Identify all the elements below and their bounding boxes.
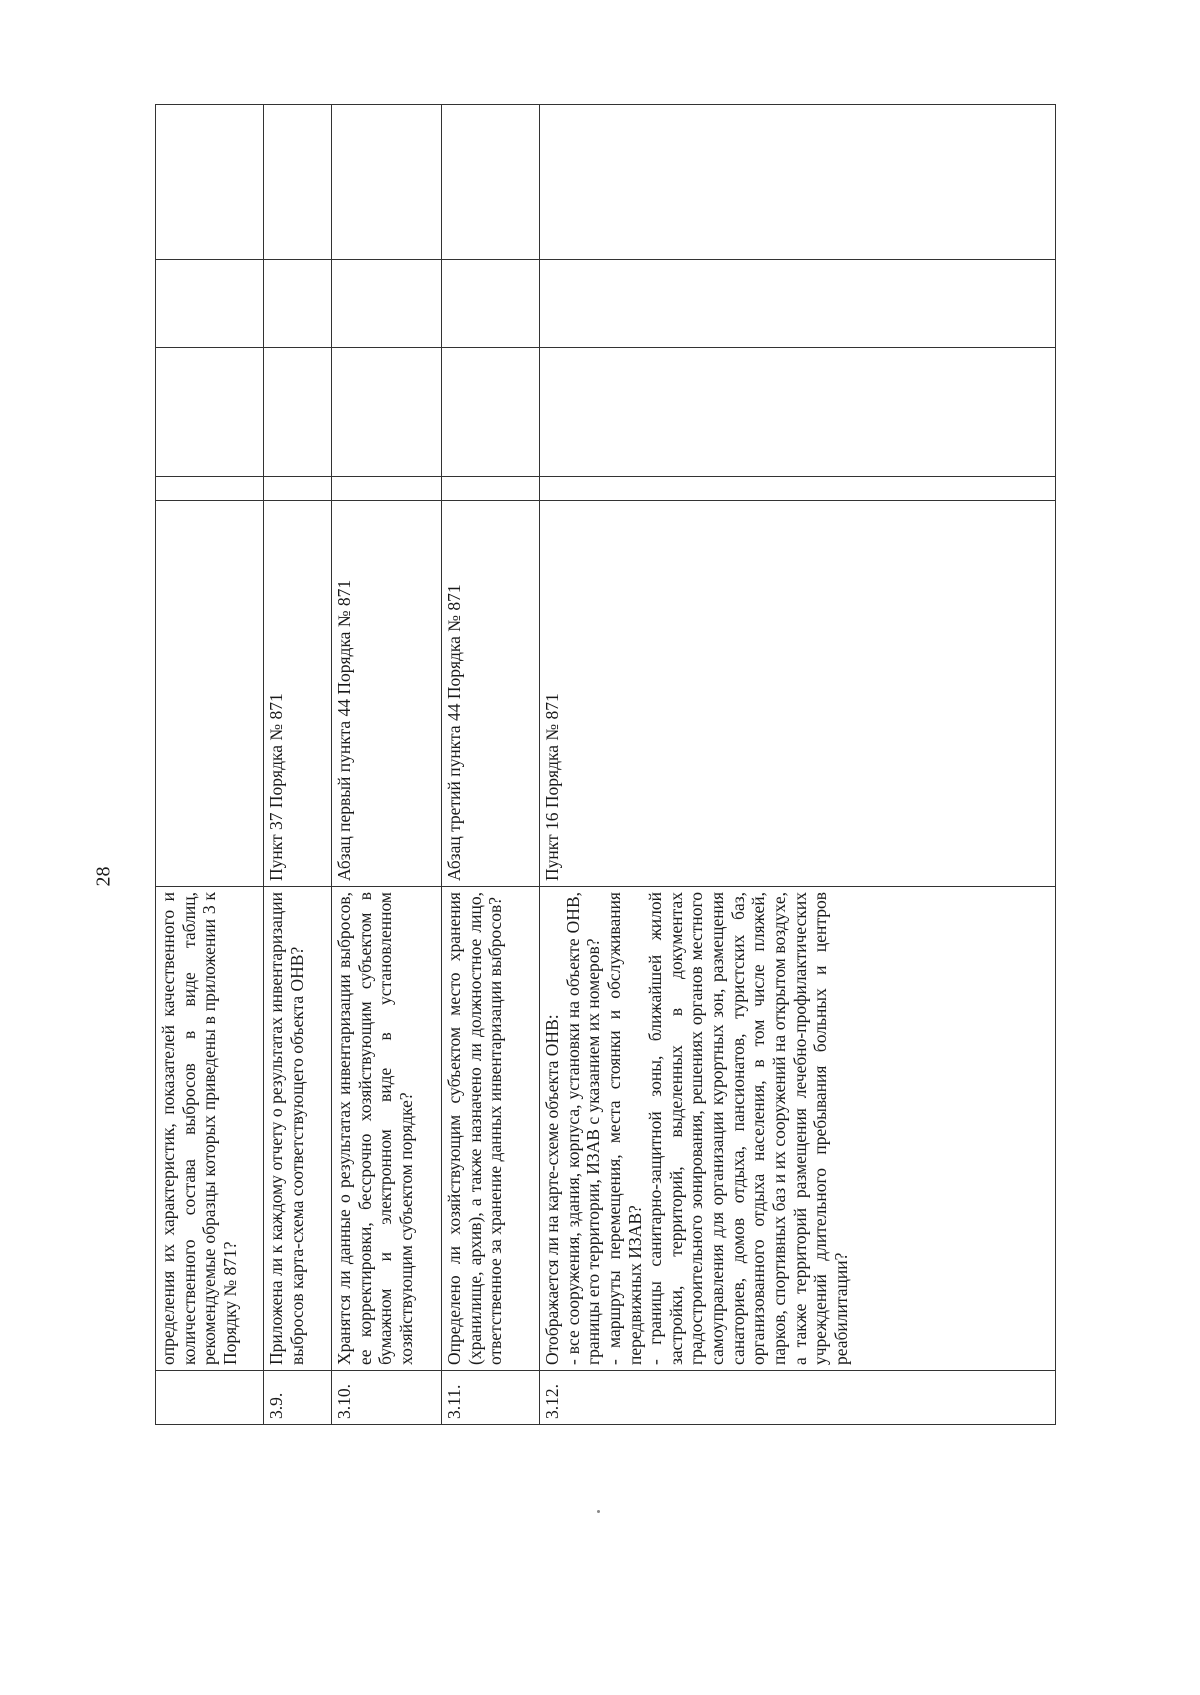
reference-text: Абзац первый пункта 44 Порядка № 871 (332, 501, 442, 887)
empty-cell (332, 348, 442, 477)
reference-text: Абзац третий пункта 44 Порядка № 871 (442, 501, 540, 887)
table-row (442, 105, 540, 1425)
reference-text: Пункт 16 Порядка № 871 (540, 501, 1056, 887)
rotated-table-area (155, 105, 1055, 1425)
table-row (264, 105, 332, 1425)
question-item: - границы санитарно-защитной зоны, ближайшей жилой застройки, территорий, выделенных в документах градостроительного зонирования, решениях органов местного самоуправления для организации курортных зон, размещения санаториев, домов отдыха, пансионатов, туристских баз, организованного отдыха населения, в том числе пляжей, парков, спортивных баз и их сооружений на открытом воздухе, а также территорий размещения лечебно-профилактических учреждений длительного пребывания больных и центров реабилитации? (645, 892, 851, 1365)
row-number: 3.10. (332, 1371, 442, 1425)
table-row (540, 105, 1056, 1425)
empty-cell (540, 260, 1056, 348)
checklist-table (155, 104, 1056, 1425)
scan-speck (597, 1510, 600, 1513)
empty-cell (442, 105, 540, 260)
question-text: Приложена ли к каждому отчету о результатах инвентаризации выбросов карта-схема соответствующего объекта ОНВ? (264, 887, 332, 1371)
question-item: - все сооружения, здания, корпуса, установки на объекте ОНВ, границы его территории, ИЗАВ с указанием их номеров? (562, 892, 604, 1365)
empty-cell (442, 348, 540, 477)
empty-cell (540, 477, 1056, 501)
empty-cell (332, 260, 442, 348)
empty-cell (264, 477, 332, 501)
question-item: - маршруты перемещения, места стоянки и обслуживания передвижных ИЗАВ? (603, 892, 645, 1365)
empty-cell (332, 105, 442, 260)
table-row (156, 105, 264, 1425)
question-cell (540, 887, 1056, 1371)
empty-cell (332, 477, 442, 501)
empty-cell (540, 105, 1056, 260)
reference-text (156, 501, 264, 887)
page-number: 28 (92, 866, 115, 887)
empty-cell (156, 260, 264, 348)
empty-cell (442, 477, 540, 501)
empty-cell (442, 260, 540, 348)
empty-cell (264, 260, 332, 348)
question-text: Определено ли хозяйствующим субъектом место хранения (хранилище, архив), а также назначено ли должностное лицо, ответственное за хранение данных инвентаризации выбросов? (442, 887, 540, 1371)
table-row (332, 105, 442, 1425)
reference-text: Пункт 37 Порядка № 871 (264, 501, 332, 887)
empty-cell (156, 348, 264, 477)
row-number: 3.12. (540, 1371, 1056, 1425)
empty-cell (540, 348, 1056, 477)
question-text: Хранятся ли данные о результатах инвентаризации выбросов, ее корректировки, бессрочно хозяйствующим субъектом в бумажном и электронном виде в установленном хозяйствующим субъектом порядке? (332, 887, 442, 1371)
question-intro: Отображается ли на карте-схеме объекта ОНВ: (542, 1014, 562, 1365)
empty-cell (264, 348, 332, 477)
row-number: 3.9. (264, 1371, 332, 1425)
empty-cell (264, 105, 332, 260)
row-number (156, 1371, 264, 1425)
empty-cell (156, 105, 264, 260)
row-number: 3.11. (442, 1371, 540, 1425)
question-text: определения их характеристик, показателей качественного и количественного состава выбросов в виде таблиц, рекомендуемые образцы которых приведены в приложении 3 к Порядку № 871? (156, 887, 264, 1371)
empty-cell (156, 477, 264, 501)
